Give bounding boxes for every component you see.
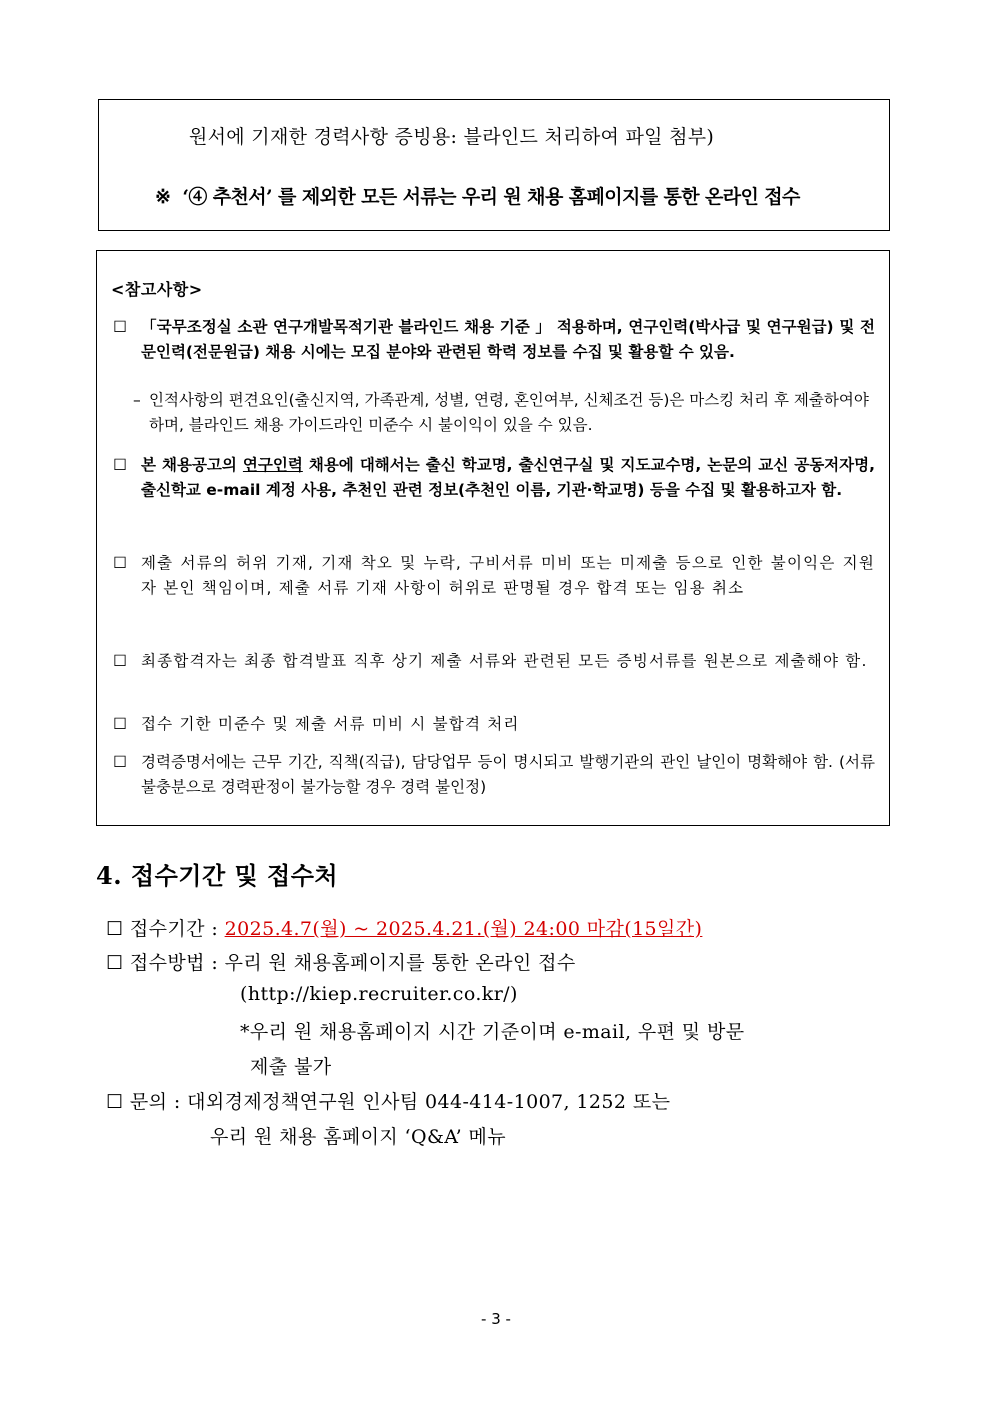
period-row <box>106 914 702 941</box>
method-row <box>106 948 576 975</box>
reference-item-2-underlined: 연구인력 <box>242 456 303 474</box>
section-4-title: 4. 접수기간 및 접수처 <box>96 861 339 890</box>
checkbox-icon: ☐ <box>113 652 129 670</box>
reference-title: <참고사항> <box>111 280 203 299</box>
checkbox-icon: ☐ <box>113 318 127 336</box>
contact-label: 문의 : <box>129 1091 181 1113</box>
checkbox-icon: ☐ <box>113 753 127 771</box>
reference-item-2-part1: 본 채용공고의 <box>141 456 243 474</box>
method-value: 우리 원 채용홈페이지를 통한 온라인 접수 <box>224 952 576 974</box>
method-note-2: 제출 불가 <box>250 1056 332 1078</box>
reference-item-5-text: 접수 기한 미준수 및 제출 서류 미비 시 불합격 처리 <box>141 715 520 733</box>
reference-item-3 <box>113 551 875 601</box>
reference-item-5 <box>113 712 875 737</box>
reference-item-1-sub-text: 인적사항의 편견요인(출신지역, 가족관계, 성별, 연령, 혼인여부, 신체조건 등)은 마스킹 처리 후 제출하여야 하며, 블라인드 채용 가이드라인 미준수 시 불이익이 있을 수 있음. <box>149 391 869 434</box>
contact-row <box>106 1087 670 1114</box>
notice-line-1: 원서에 기재한 경력사항 증빙용: 블라인드 처리하여 파일 첨부) <box>189 126 715 148</box>
reference-mark: ※ <box>155 186 171 208</box>
reference-item-4 <box>113 649 875 674</box>
reference-item-1-text: 「국무조정실 소관 연구개발목적기관 블라인드 채용 기준 」 적용하며, 연구인력(박사급 및 연구원급) 및 전문인력(전문원급) 채용 시에는 모집 분야와 관련된 학력 정보를 수집 및 활용할 수 있음. <box>141 318 875 361</box>
reference-item-1 <box>113 315 875 365</box>
reference-item-6 <box>113 750 875 800</box>
method-label: 접수방법 : <box>129 952 219 974</box>
reference-item-6-text: 경력증명서에는 근무 기간, 직책(직급), 담당업무 등이 명시되고 발행기관의 관인 날인이 명확해야 함. (서류 불충분으로 경력판정이 불가능할 경우 경력 불인정) <box>141 753 875 796</box>
checkbox-icon: ☐ <box>106 918 124 940</box>
checkbox-icon: ☐ <box>113 715 129 733</box>
reference-item-4-text: 최종합격자는 최종 합격발표 직후 상기 제출 서류와 관련된 모든 증빙서류를 원본으로 제출해야 함. <box>141 652 868 670</box>
page-number: - 3 - <box>481 1310 511 1328</box>
reference-item-2 <box>113 453 875 503</box>
reference-item-2-text <box>141 453 875 503</box>
reference-item-1-sub <box>133 388 875 438</box>
reference-box <box>96 250 890 826</box>
method-url[interactable]: (http://kiep.recruiter.co.kr/) <box>240 983 518 1005</box>
dash-marker: – <box>133 391 141 409</box>
period-label: 접수기간 : <box>129 918 219 940</box>
notice-line-2 <box>155 182 800 209</box>
notice-box <box>98 99 890 231</box>
checkbox-icon: ☐ <box>106 1091 124 1113</box>
contact-value: 대외경제정책연구원 인사팀 044-414-1007, 1252 또는 <box>187 1091 671 1113</box>
reference-item-3-text: 제출 서류의 허위 기재, 기재 착오 및 누락, 구비서류 미비 또는 미제출 등으로 인한 불이익은 지원자 본인 책임이며, 제출 서류 기재 사항이 허위로 판명될 경우 합격 또는 임용 취소 <box>141 554 875 597</box>
checkbox-icon: ☐ <box>113 456 127 474</box>
checkbox-icon: ☐ <box>106 952 124 974</box>
method-note-1: *우리 원 채용홈페이지 시간 기준이며 e-mail, 우편 및 방문 <box>240 1021 745 1043</box>
contact-value-2: 우리 원 채용 홈페이지 ‘Q&A’ 메뉴 <box>210 1126 506 1148</box>
notice-line-2-text: ‘④ 추천서’ 를 제외한 모든 서류는 우리 원 채용 홈페이지를 통한 온라인 접수 <box>182 186 800 208</box>
reference-item-2-part2: 채용에 대해서는 출신 학교명, 출신연구실 및 지도교수명, 논문의 교신 공동저자명, 출신학교 e-mail 계정 사용, 추천인 관련 정보(추천인 이름, 기관·학교명) 등을 수집 및 활용하고자 함. <box>141 456 875 499</box>
period-value: 2025.4.7(월) ~ 2025.4.21.(월) 24:00 마감(15일간) <box>224 918 703 940</box>
checkbox-icon: ☐ <box>113 554 129 572</box>
